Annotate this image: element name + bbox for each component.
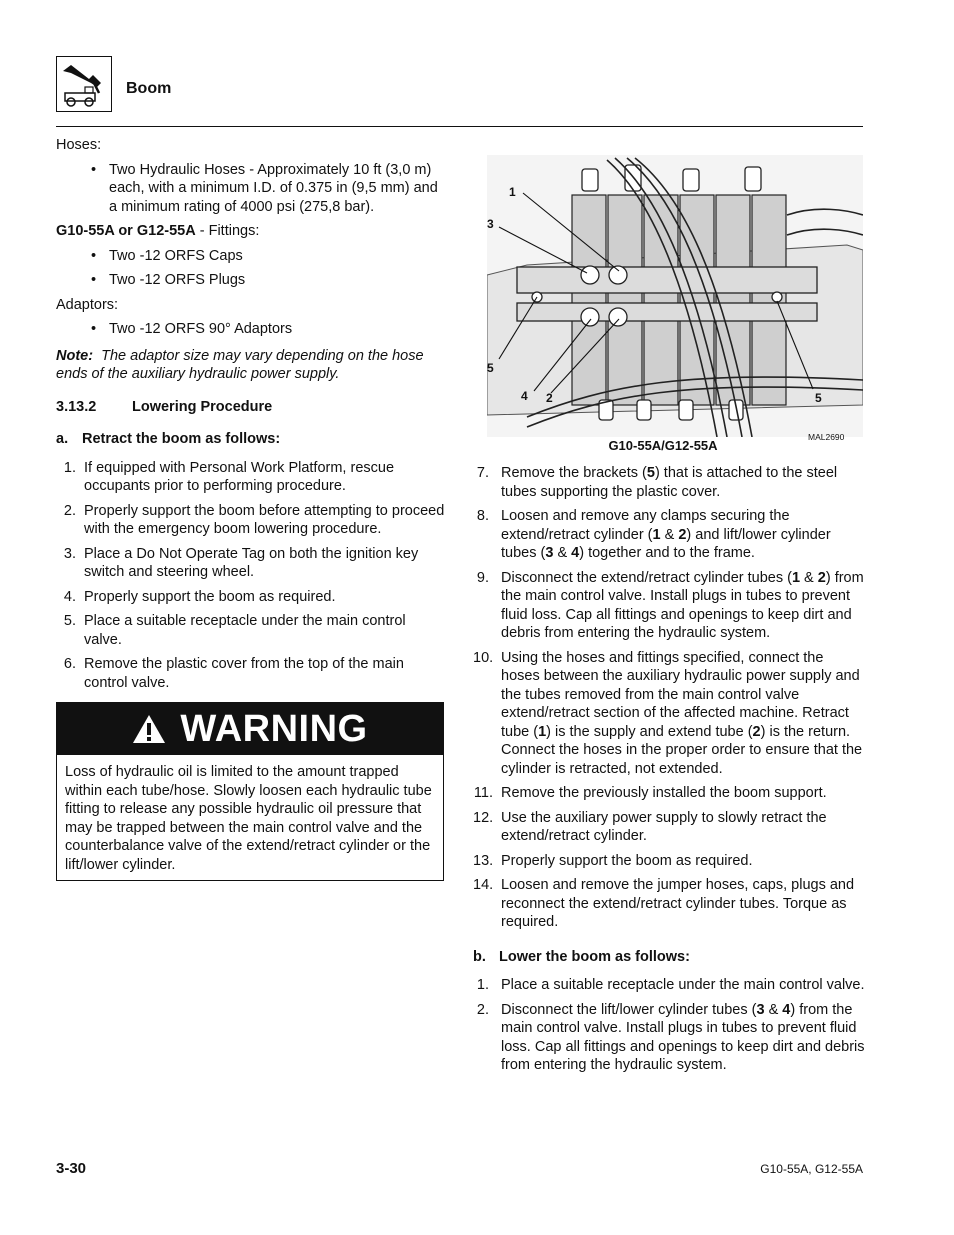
procedure-step: 9. Disconnect the extend/retract cylinder tubes (1 & 2) from the main control valve. Install plugs in tubes to prevent fluid loss. Cap all fittings and openings to keep dirt and debris from entering the hydraulic system.: [476, 569, 864, 641]
list-item: • Two Hydraulic Hoses - Approximately 10 ft (3,0 m) each, with a minimum I.D. of 0.375 in (9,5 mm) and a minimum rating of 4000 psi (275,8 bar).: [91, 161, 438, 215]
fittings-label: G10-55A or G12-55A - Fittings:: [56, 223, 260, 239]
figure-callout: 5: [815, 391, 822, 405]
figure-callout: 2: [546, 391, 553, 405]
warning-triangle-icon: [132, 714, 166, 744]
figure-caption: G10-55A/G12-55A: [608, 438, 718, 453]
subsection-heading-b: b. Lower the boom as follows:: [473, 948, 690, 965]
procedure-step: 7. Remove the brackets (5) that is attached to the steel tubes supporting the plastic cover.: [476, 465, 838, 500]
footer-models: G10-55A, G12-55A: [760, 1162, 863, 1176]
figure-callout: 5: [487, 361, 494, 375]
procedure-step: 12. Use the auxiliary power supply to slowly retract the extend/retract cylinder.: [473, 809, 827, 844]
list-item: • Two -12 ORFS Plugs: [91, 272, 246, 288]
adaptors-label: Adaptors:: [56, 296, 119, 313]
list-item: • Two -12 ORFS Caps: [91, 247, 243, 264]
figure-callout: 1: [509, 185, 516, 199]
warning-header: [57, 703, 443, 755]
procedure-step: 8. Loosen and remove any clamps securing the extend/retract cylinder (1 & 2) and lift/lower cylinder tubes (3 & 4) together and to the frame.: [476, 508, 831, 561]
procedure-step: 4. Properly support the boom as required.: [63, 588, 336, 605]
procedure-step: 2. Properly support the boom before attempting to proceed with the emergency boom lowering procedure.: [63, 502, 445, 537]
figure-callout: 3: [487, 217, 494, 231]
page-number: 3-30: [56, 1160, 87, 1177]
procedure-step: 13. Properly support the boom as required.: [473, 852, 753, 869]
procedure-step: 11. Remove the previously installed the boom support.: [473, 785, 827, 801]
boom-section-icon: [56, 56, 112, 112]
left-column: [56, 136, 446, 881]
procedure-step: 10. Using the hoses and fittings specified, connect the hoses between the auxiliary hydraulic power supply and the tubes removed from the main control valve extend/retract section of the affected machine. Retract tube (1) is the supply and extend tube (2) is the return. Connect the hoses in the proper order to ensure that the cylinder is retracted, not extended.: [473, 649, 863, 777]
warning-box: [56, 702, 444, 881]
procedure-step: 5. Place a suitable receptacle under the main control valve.: [63, 613, 406, 648]
hoses-label: Hoses:: [56, 137, 102, 153]
section-heading: 3.13.2 Lowering Procedure: [56, 398, 273, 415]
warning-text: Loss of hydraulic oil is limited to the amount trapped within each tube/hose. Slowly loosen each hydraulic tube fitting to release any possible hydraulic oil pressure that may be trapped between the main control valve and the counterbalance valve of the extend/retract cylinder or the lift/lower cylinder.: [65, 764, 432, 873]
figure-callout: 4: [521, 389, 528, 403]
right-column: [473, 464, 865, 1081]
page-header-title: Boom: [126, 80, 172, 97]
procedure-step: 14. Loosen and remove the jumper hoses, caps, plugs and reconnect the extend/retract cylinder tubes. Torque as required.: [473, 877, 855, 930]
procedure-step: 1. If equipped with Personal Work Platform, rescue occupants prior to performing procedure.: [63, 459, 395, 494]
header-divider: [56, 126, 863, 127]
warning-title: WARNING: [180, 707, 368, 750]
main-control-valve-figure: [487, 155, 863, 437]
subsection-heading-a: a. Retract the boom as follows:: [56, 431, 281, 447]
figure-code: MAL2690: [808, 432, 845, 442]
procedure-step: 6. Remove the plastic cover from the top of the main control valve.: [63, 656, 404, 691]
note: Note: The adaptor size may vary depending on the hose ends of the auxiliary hydraulic power supply.: [56, 347, 424, 382]
list-item: • Two -12 ORFS 90° Adaptors: [91, 321, 293, 337]
procedure-step: 3. Place a Do Not Operate Tag on both the ignition key switch and steering wheel.: [63, 545, 419, 580]
procedure-step: 2. Disconnect the lift/lower cylinder tubes (3 & 4) from the main control valve. Install plugs in tubes to prevent fluid loss. Cap all fittings and openings to keep dirt and debris from entering the hydraulic system.: [476, 1001, 865, 1073]
procedure-step: 1. Place a suitable receptacle under the main control valve.: [476, 977, 865, 993]
